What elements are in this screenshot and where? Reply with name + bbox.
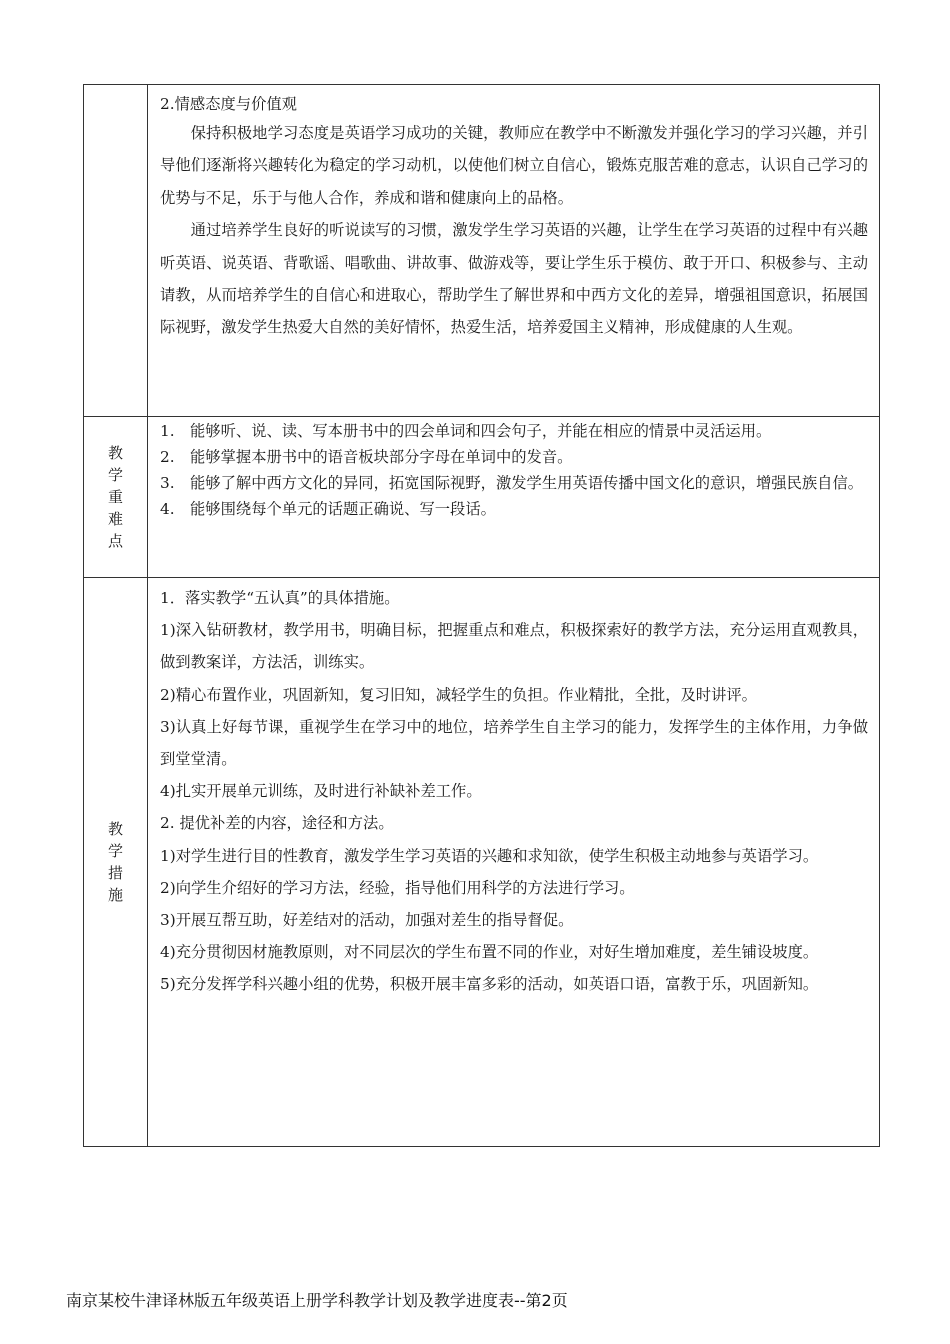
item-text: 能够围绕每个单元的话题正确说、写一段话。 <box>190 500 496 518</box>
measure-line: 2. 提优补差的内容，途径和方法。 <box>160 814 394 833</box>
measure-line: 2)向学生介绍好的学习方法，经验，指导他们用科学的方法进行学习。 <box>160 878 635 897</box>
emotion-row <box>84 85 880 417</box>
measure-line: 2)精心布置作业，巩固新知，复习旧知，减轻学生的负担。作业精批，全批，及时讲评。 <box>160 685 757 704</box>
row-label: 教学措施 <box>107 820 123 904</box>
item-number: 3. <box>160 474 175 492</box>
measure-line: 4)扎实开展单元训练，及时进行补缺补差工作。 <box>160 782 482 801</box>
goal-list <box>160 420 868 521</box>
difficulty-content-cell <box>148 417 880 578</box>
item-number: 1. <box>160 422 175 440</box>
item-number: 2. <box>160 448 175 466</box>
section-heading: 2.情感态度与价值观 <box>160 95 297 113</box>
measure-line: 4)充分贯彻因材施教原则，对不同层次的学生布置不同的作业，对好生增加难度，差生铺设坡度。 <box>160 943 819 962</box>
difficulty-label-cell <box>84 417 148 578</box>
measures-content-cell <box>148 578 880 1147</box>
measures-row <box>84 578 880 1147</box>
measure-line: 5)充分发挥学科兴趣小组的优势，积极开展丰富多彩的活动，如英语口语，富教于乐，巩固新知。 <box>160 975 819 994</box>
plan-table <box>83 84 880 1147</box>
list-item <box>160 472 868 495</box>
difficulty-row <box>84 417 880 578</box>
list-item <box>160 498 868 521</box>
measure-line: 1)对学生进行目的性教育，激发学生学习英语的兴趣和求知欲，使学生积极主动地参与英语学习。 <box>160 846 819 865</box>
measure-line: 1．落实教学“五认真”的具体措施。 <box>160 589 400 607</box>
measure-line: 3)开展互帮互助，好差结对的活动，加强对差生的指导督促。 <box>160 911 574 930</box>
item-number: 4. <box>160 500 175 518</box>
measure-line: 1)深入钻研教材，教学用书，明确目标，把握重点和难点，积极探索好的教学方法，充分运用直观教具，做到教案详，方法活，训练实。 <box>160 621 868 672</box>
row-label: 教学重难点 <box>107 444 123 550</box>
list-item <box>160 446 868 469</box>
emotion-label-cell <box>84 85 148 417</box>
item-text: 能够了解中西方文化的异同，拓宽国际视野，激发学生用英语传播中国文化的意识，增强民族自信。 <box>190 474 864 492</box>
measures-label-cell <box>84 578 148 1147</box>
list-item <box>160 420 868 443</box>
item-text: 能够掌握本册书中的语音板块部分字母在单词中的发音。 <box>190 448 573 466</box>
paragraph: 保持积极地学习态度是英语学习成功的关键，教师应在教学中不断激发并强化学习的学习兴趣，并引导他们逐渐将兴趣转化为稳定的学习动机，以使他们树立自信心，锻炼克服苦难的意志，认识自己学习的优势与不足，乐于与他人合作，养成和谐和健康向上的品格。 <box>160 124 868 207</box>
page-footer: 南京某校牛津译林版五年级英语上册学科教学计划及教学进度表--第2页 <box>66 1291 568 1310</box>
paragraph: 通过培养学生良好的听说读写的习惯，激发学生学习英语的兴趣，让学生在学习英语的过程中有兴趣听英语、说英语、背歌谣、唱歌曲、讲故事、做游戏等，要让学生乐于模仿、敢于开口、积极参与、主动请教，从而培养学生的自信心和进取心，帮助学生了解世界和中西方文化的差异，增强祖国意识，拓展国际视野，激发学生热爱大自然的美好情怀，热爱生活，培养爱国主义精神，形成健康的人生观。 <box>160 221 868 337</box>
measure-line: 3)认真上好每节课，重视学生在学习中的地位，培养学生自主学习的能力，发挥学生的主体作用，力争做到堂堂清。 <box>160 717 868 769</box>
item-text: 能够听、说、读、写本册书中的四会单词和四会句子，并能在相应的情景中灵活运用。 <box>190 422 772 440</box>
emotion-content-cell <box>148 85 880 417</box>
